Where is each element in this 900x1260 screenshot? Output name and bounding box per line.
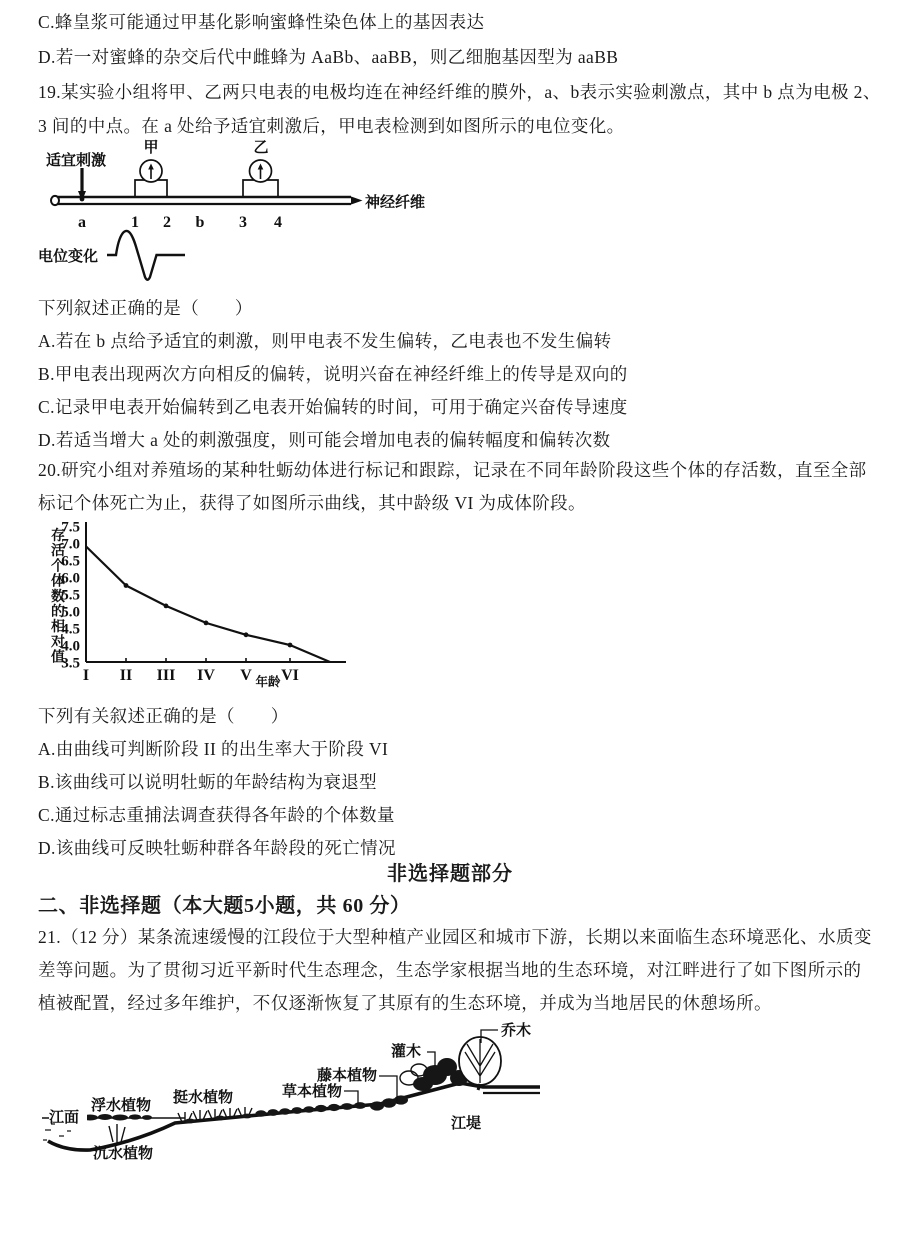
point-2: 2 xyxy=(163,214,171,231)
nerve-fiber-diagram xyxy=(35,138,475,296)
section-heading: 二、非选择题（本大题5小题，共 60 分） xyxy=(38,895,411,917)
x-tick-label: V xyxy=(240,667,252,684)
vine-plants-label: 藤本植物 xyxy=(317,1068,378,1084)
y-axis-title-char: 存 xyxy=(51,529,65,544)
submerged-plants-label: 沉水植物 xyxy=(93,1146,154,1162)
survival-curve-chart xyxy=(18,514,363,700)
waveform-label: 电位变化 xyxy=(38,249,99,265)
herbaceous-plants xyxy=(256,1102,367,1117)
x-tick-label: VI xyxy=(281,667,299,684)
y-tick-label: 3.5 xyxy=(61,655,80,672)
q20-option-d: D.该曲线可反映牡蛎种群各年龄段的死亡情况 xyxy=(38,838,396,858)
shrub-connector xyxy=(427,1052,435,1066)
fiber-label: 神经纤维 xyxy=(365,195,426,211)
x-tick-label: IV xyxy=(197,667,215,684)
herb-connector xyxy=(344,1091,358,1104)
fiber-right-tip xyxy=(351,197,361,204)
prev-option-d: D.若一对蜜蜂的杂交后代中雌蜂为 AaBb、aaBB，则乙细胞基因型为 aaBB xyxy=(38,47,619,67)
q20-option-c: C.通过标志重捕法调查获得各年龄的个体数量 xyxy=(38,805,395,825)
x-tick-label: III xyxy=(156,667,176,684)
y-axis-title-char: 的 xyxy=(51,605,65,620)
q20-option-b: B.该曲线可以说明牡蛎的年龄结构为衰退型 xyxy=(38,772,378,792)
point-4: 4 xyxy=(274,214,282,231)
embankment-label: 江堤 xyxy=(451,1116,482,1132)
point-1: 1 xyxy=(131,214,139,231)
herbaceous-plants-label: 草本植物 xyxy=(282,1084,343,1100)
q21-stem-line1: 21.（12 分）某条流速缓慢的江段位于大型种植产业园区和城市下游，长期以来面临生态环境恶化、水质变 xyxy=(38,927,872,947)
river-surface-label: 江面 xyxy=(49,1110,80,1126)
y-tick-label: 4.0 xyxy=(61,638,80,655)
y-axis-title-char: 对 xyxy=(51,635,65,651)
q19-question: 下列叙述正确的是（ ） xyxy=(38,298,253,318)
shrubs xyxy=(400,1058,468,1091)
tree-label: 乔木 xyxy=(501,1023,532,1039)
point-a: a xyxy=(78,214,86,231)
data-point xyxy=(164,604,169,609)
riverbank-vegetation-diagram xyxy=(35,1010,550,1175)
data-point xyxy=(288,643,293,648)
y-tick-label: 6.0 xyxy=(61,570,80,587)
submerged-plant-tuft xyxy=(109,1124,125,1143)
y-axis-title-char: 活 xyxy=(51,544,65,560)
y-tick-label: 7.5 xyxy=(61,519,80,536)
q19-option-d: D.若适当增大 a 处的刺激强度，则可能会增加电表的偏转幅度和偏转次数 xyxy=(38,430,611,450)
shrub-label: 灌木 xyxy=(391,1044,422,1060)
q19-option-c: C.记录甲电表开始偏转到乙电表开始偏转的时间，可用于确定兴奋传导速度 xyxy=(38,397,628,417)
y-tick-label: 7.0 xyxy=(61,536,80,553)
y-axis-title-char: 相 xyxy=(51,620,65,636)
q21-stem-line3: 植被配置，经过多年维护，不仅逐渐恢复了其原有的生态环境，并成为当地居民的休憩场所。 xyxy=(38,993,772,1013)
q19-stem-line2: 3 间的中点。在 a 处给予适宜刺激后，甲电表检测到如图所示的电位变化。 xyxy=(38,116,625,136)
q20-stem-line2: 标记个体死亡为止，获得了如图所示曲线，其中龄级 VI 为成体阶段。 xyxy=(38,493,586,513)
x-axis-title: 年龄 xyxy=(255,675,281,689)
y-axis-title-char: 数 xyxy=(51,589,65,605)
vine-plants xyxy=(370,1095,408,1110)
q20-question: 下列有关叙述正确的是（ ） xyxy=(38,706,289,726)
meter-a-label: 甲 xyxy=(143,140,159,156)
biphasic-waveform xyxy=(107,231,185,280)
x-tick-label: I xyxy=(82,667,90,684)
q21-stem-line2: 差等问题。为了贯彻习近平新时代生态理念，生态学家根据当地的生态环境，对江畔进行了如下图所示的 xyxy=(38,960,862,980)
meter-b-label: 乙 xyxy=(253,140,269,156)
x-tick-label: II xyxy=(119,667,133,684)
point-3: 3 xyxy=(239,214,247,231)
data-point xyxy=(244,632,249,637)
stimulus-label: 适宜刺激 xyxy=(46,153,107,169)
y-tick-label: 5.0 xyxy=(61,604,80,621)
y-axis-title-char: 值 xyxy=(51,650,65,666)
floating-plants-label: 浮水植物 xyxy=(91,1098,152,1114)
prev-option-c: C.蜂皇浆可能通过甲基化影响蜜蜂性染色体上的基因表达 xyxy=(38,12,485,32)
survival-curve xyxy=(86,546,330,662)
data-point xyxy=(124,583,129,588)
water-marks xyxy=(43,1124,71,1140)
fiber-left-cap xyxy=(51,196,59,205)
y-tick-label: 4.5 xyxy=(61,621,80,638)
q19-option-b: B.甲电表出现两次方向相反的偏转，说明兴奋在神经纤维上的传导是双向的 xyxy=(38,364,628,384)
emergent-plants-label: 挺水植物 xyxy=(173,1090,234,1106)
part-title: 非选择题部分 xyxy=(387,863,513,885)
q20-stem-line1: 20.研究小组对养殖场的某种牡蛎幼体进行标记和跟踪，记录在不同年龄阶段这些个体的存活数，直至全部 xyxy=(38,460,867,480)
point-b: b xyxy=(195,214,205,231)
q20-option-a: A.由曲线可判断阶段 II 的出生率大于阶段 VI xyxy=(38,739,389,759)
y-tick-label: 5.5 xyxy=(61,587,80,604)
q19-option-a: A.若在 b 点给予适宜的刺激，则甲电表不发生偏转，乙电表也不发生偏转 xyxy=(38,331,612,351)
y-axis-title-char: 体 xyxy=(51,574,65,590)
y-axis-title-char: 个 xyxy=(51,559,65,575)
tree-trunk xyxy=(478,1084,480,1090)
data-point xyxy=(204,621,209,626)
q19-stem-line1: 19.某实验小组将甲、乙两只电表的电极均连在神经纤维的膜外，a、b表示实验刺激点，其中 b 点为电极 2、 xyxy=(38,82,881,102)
y-tick-label: 6.5 xyxy=(61,553,80,570)
